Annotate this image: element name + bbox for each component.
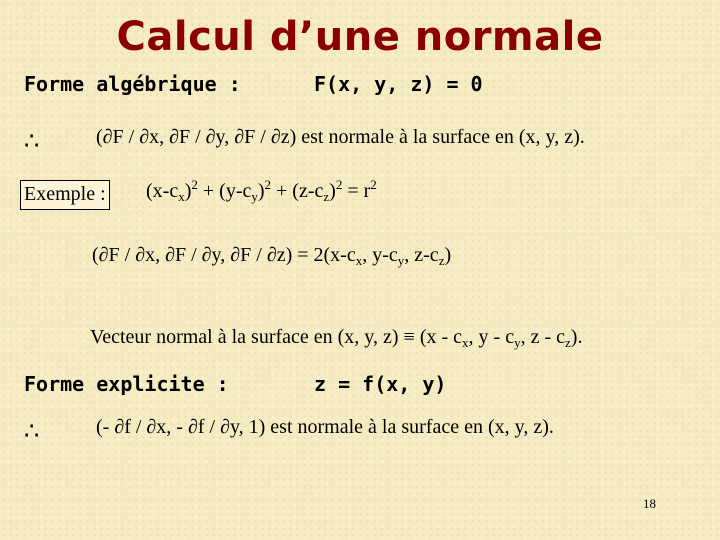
therefore-symbol: ∴ [24, 129, 40, 155]
gradient-computation: (∂F / ∂x, ∂F / ∂y, $\partial F / \partial z) = 2(x-c_x$, $y-c_y$, $z-c_z$) [92, 244, 452, 268]
implicit-equation: F(x, y, z) = 0 [314, 72, 483, 96]
therefore-symbol: ∴ [24, 419, 40, 445]
page-number: 18 [643, 496, 656, 511]
explicit-normal-statement: (- ∂f / ∂x, - ∂f / ∂y, 1) est normale à la surface en (x, y, z). [96, 416, 554, 438]
gradient-normal-statement: (∂F / ∂x, ∂F / ∂y, ∂F / ∂z) est normale à la surface en (x, y, z). [96, 126, 585, 148]
explicit-equation: z = f(x, y) [314, 372, 447, 396]
sphere-equation: $(x-c_x)^2 + (y-c_y)^2 + (z-c_z)^2 = r^2$ [146, 177, 377, 204]
example-label: Exemple : [20, 180, 110, 210]
slide-title: Calcul d’une normale [116, 14, 604, 60]
normal-vector-statement: Vecteur normal à la surface en (x, y, $z) \equiv (x - c_x$, y - $c_y$, z - $c_z$). [90, 326, 583, 350]
algebraic-form-heading: Forme algébrique : [24, 72, 241, 96]
explicit-form-heading: Forme explicite : [24, 372, 229, 396]
